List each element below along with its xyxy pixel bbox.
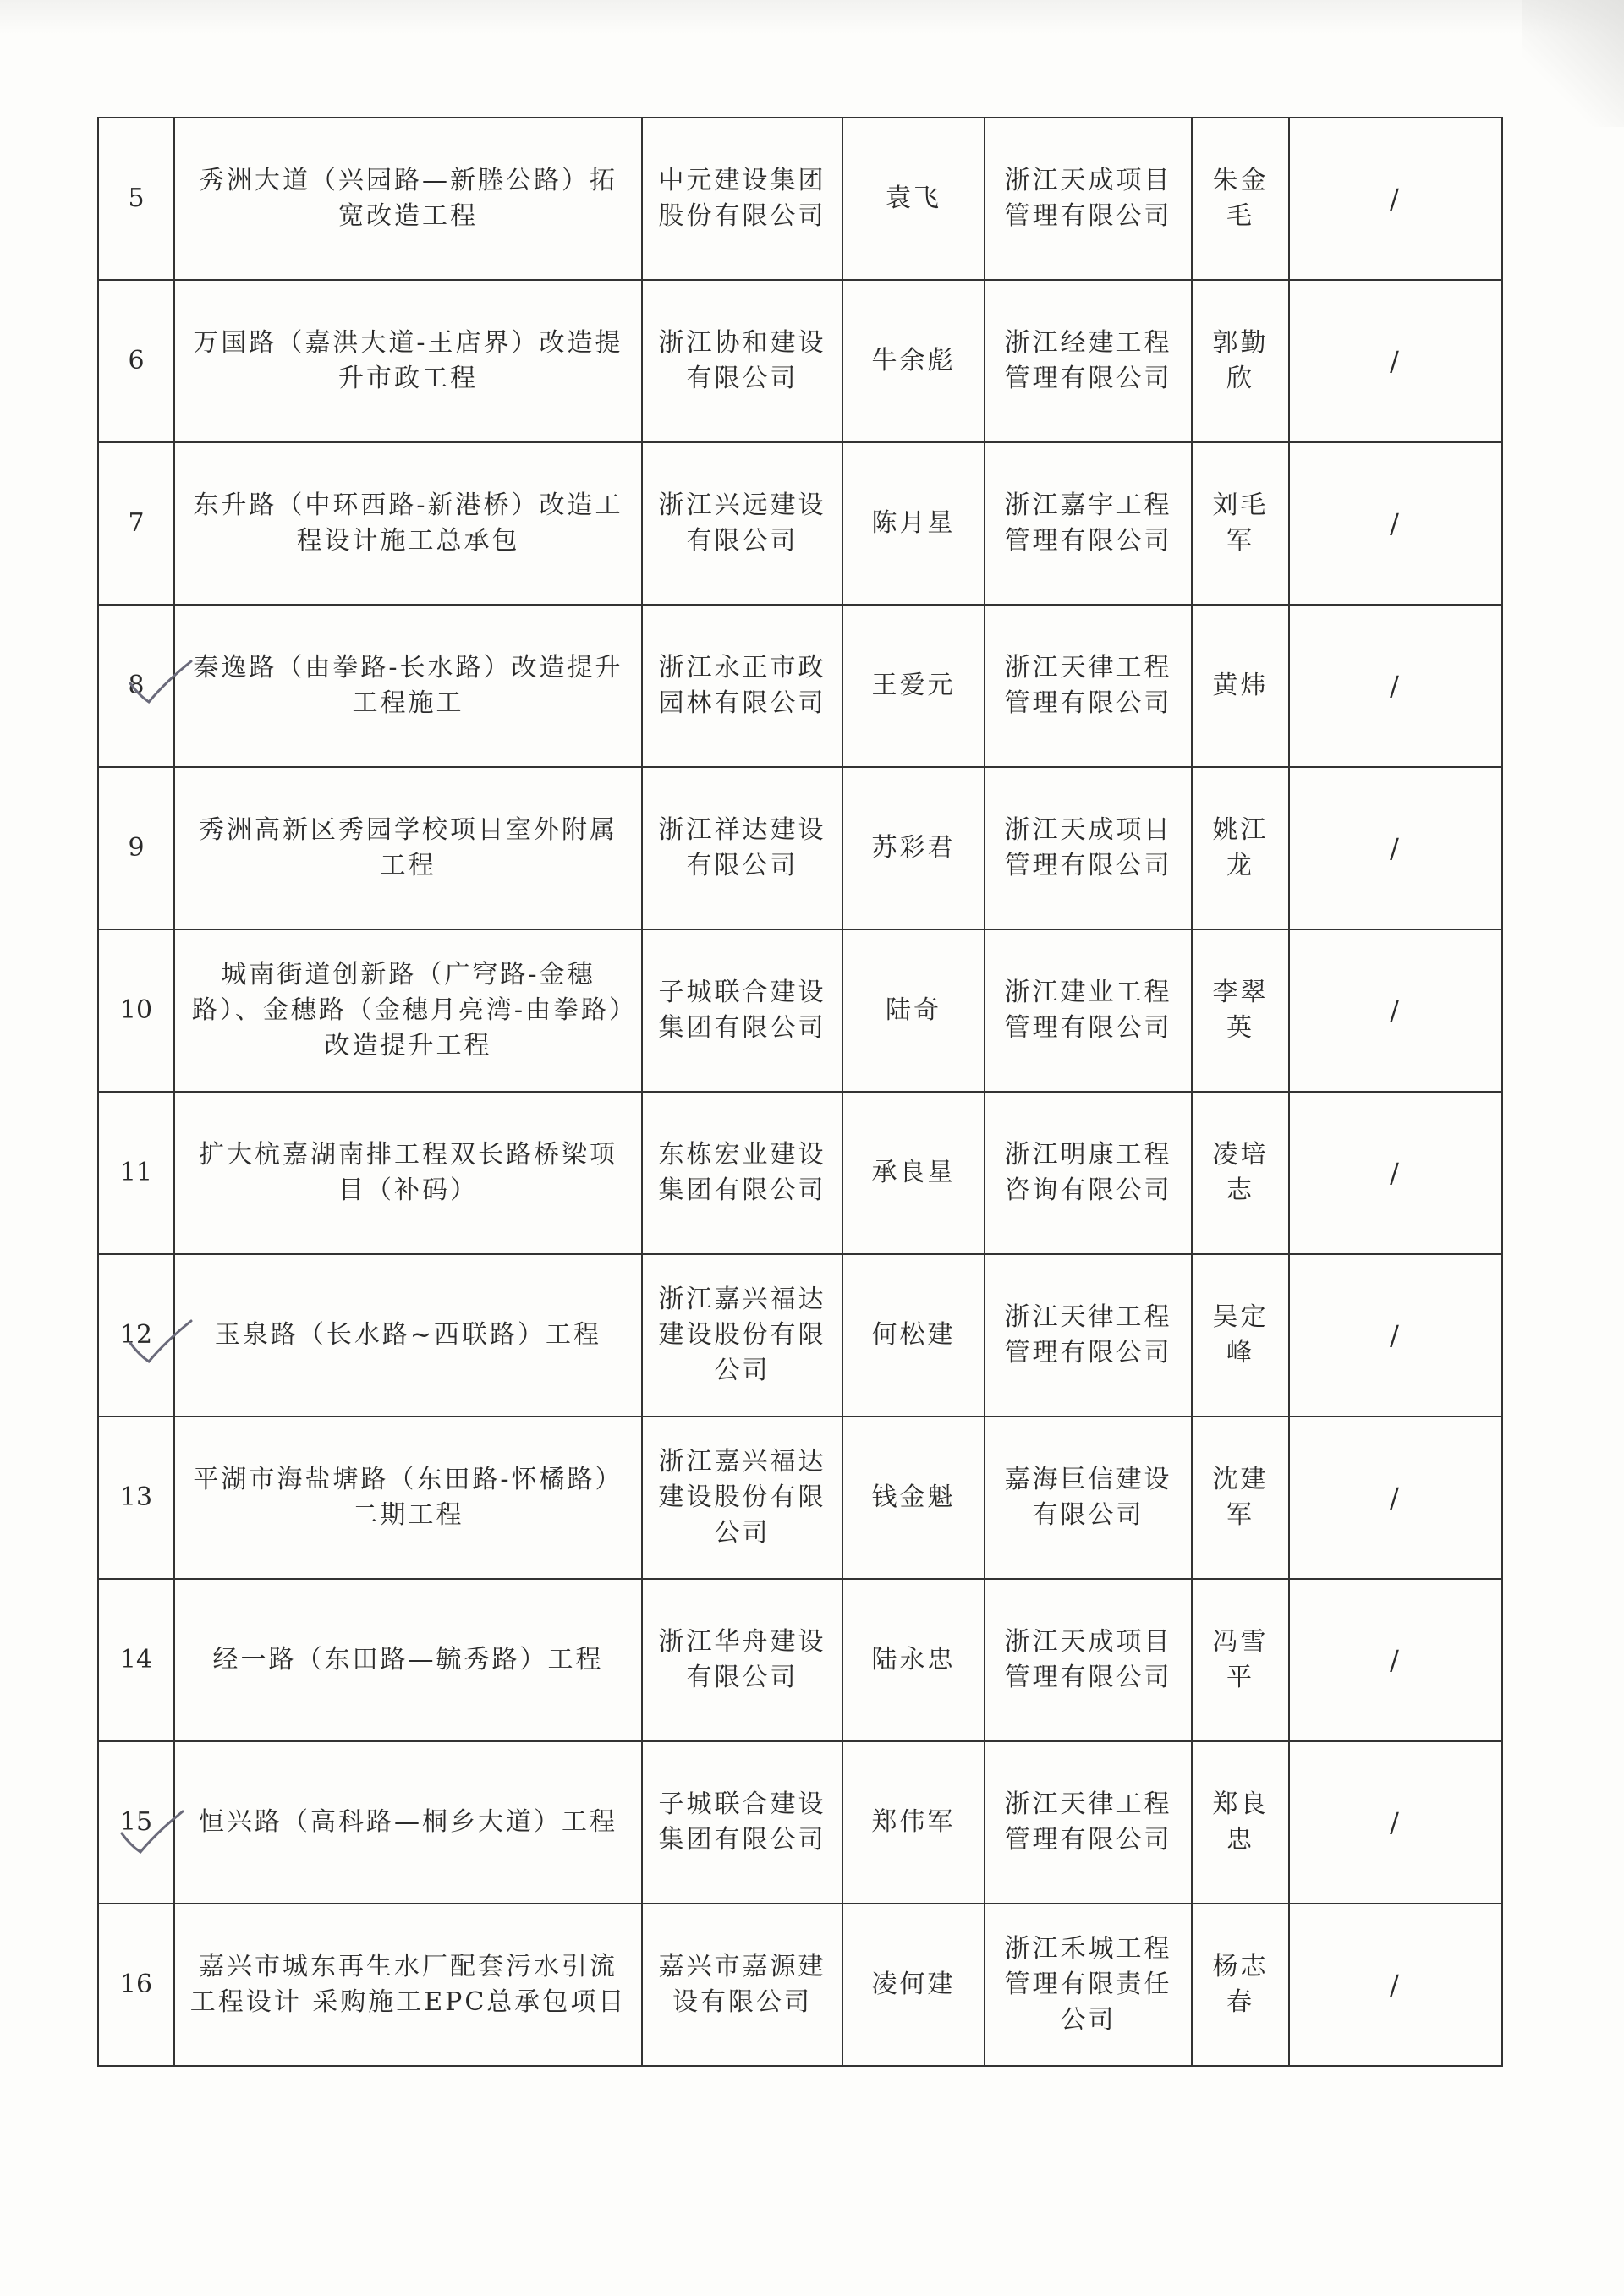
row-number: 10	[98, 929, 174, 1092]
chief-supervisor: 凌培志	[1192, 1092, 1289, 1254]
records-table	[97, 117, 1503, 2067]
project-manager: 陈月星	[842, 442, 985, 605]
supervisor-company: 浙江建业工程管理有限公司	[985, 929, 1192, 1092]
project-name: 经一路（东田路—毓秀路）工程	[174, 1579, 642, 1741]
table-row	[98, 1092, 1502, 1254]
chief-supervisor: 郑良忠	[1192, 1741, 1289, 1904]
contractor: 中元建设集团股份有限公司	[642, 118, 842, 280]
row-number: 9	[98, 767, 174, 929]
project-name: 扩大杭嘉湖南排工程双长路桥梁项目（补码）	[174, 1092, 642, 1254]
contractor: 子城联合建设集团有限公司	[642, 1741, 842, 1904]
project-manager: 苏彩君	[842, 767, 985, 929]
supervisor-company: 浙江天律工程管理有限公司	[985, 1741, 1192, 1904]
project-name: 东升路（中环西路-新港桥）改造工程设计施工总承包	[174, 442, 642, 605]
chief-supervisor: 杨志春	[1192, 1904, 1289, 2066]
remark: /	[1289, 442, 1502, 605]
supervisor-company: 浙江嘉宇工程管理有限公司	[985, 442, 1192, 605]
project-manager: 袁飞	[842, 118, 985, 280]
table-row	[98, 1254, 1502, 1417]
project-manager: 牛余彪	[842, 280, 985, 442]
supervisor-company: 嘉海巨信建设有限公司	[985, 1417, 1192, 1579]
table-row	[98, 929, 1502, 1092]
chief-supervisor: 沈建军	[1192, 1417, 1289, 1579]
chief-supervisor: 吴定峰	[1192, 1254, 1289, 1417]
remark: /	[1289, 929, 1502, 1092]
remark: /	[1289, 1741, 1502, 1904]
table-row	[98, 1741, 1502, 1904]
row-number: 16	[98, 1904, 174, 2066]
project-manager: 钱金魁	[842, 1417, 985, 1579]
project-manager: 何松建	[842, 1254, 985, 1417]
remark: /	[1289, 1417, 1502, 1579]
project-name: 嘉兴市城东再生水厂配套污水引流工程设计 采购施工EPC总承包项目	[174, 1904, 642, 2066]
contractor: 东栋宏业建设集团有限公司	[642, 1092, 842, 1254]
contractor: 浙江嘉兴福达建设股份有限公司	[642, 1254, 842, 1417]
supervisor-company: 浙江禾城工程管理有限责任公司	[985, 1904, 1192, 2066]
remark: /	[1289, 280, 1502, 442]
project-name: 秀洲大道（兴园路—新塍公路）拓宽改造工程	[174, 118, 642, 280]
table-row	[98, 1417, 1502, 1579]
row-number: 13	[98, 1417, 174, 1579]
contractor: 浙江协和建设有限公司	[642, 280, 842, 442]
project-name: 恒兴路（高科路—桐乡大道）工程	[174, 1741, 642, 1904]
table-row	[98, 280, 1502, 442]
project-name: 万国路（嘉洪大道-王店界）改造提升市政工程	[174, 280, 642, 442]
row-number: 14	[98, 1579, 174, 1741]
chief-supervisor: 郭勤欣	[1192, 280, 1289, 442]
row-number: 15	[98, 1741, 174, 1904]
remark: /	[1289, 1904, 1502, 2066]
remark: /	[1289, 118, 1502, 280]
chief-supervisor: 黄炜	[1192, 605, 1289, 767]
remark: /	[1289, 1579, 1502, 1741]
row-number: 6	[98, 280, 174, 442]
contractor: 浙江华舟建设有限公司	[642, 1579, 842, 1741]
project-manager: 陆奇	[842, 929, 985, 1092]
contractor: 子城联合建设集团有限公司	[642, 929, 842, 1092]
row-number: 7	[98, 442, 174, 605]
table-row	[98, 605, 1502, 767]
project-name: 城南街道创新路（广穹路-金穗路）、金穗路（金穗月亮湾-由拳路）改造提升工程	[174, 929, 642, 1092]
row-number: 12	[98, 1254, 174, 1417]
contractor: 浙江永正市政园林有限公司	[642, 605, 842, 767]
supervisor-company: 浙江天成项目管理有限公司	[985, 118, 1192, 280]
project-manager: 凌何建	[842, 1904, 985, 2066]
chief-supervisor: 姚江龙	[1192, 767, 1289, 929]
project-name: 秀洲高新区秀园学校项目室外附属工程	[174, 767, 642, 929]
table-row	[98, 767, 1502, 929]
supervisor-company: 浙江天律工程管理有限公司	[985, 605, 1192, 767]
chief-supervisor: 李翠英	[1192, 929, 1289, 1092]
row-number: 11	[98, 1092, 174, 1254]
contractor: 浙江嘉兴福达建设股份有限公司	[642, 1417, 842, 1579]
contractor: 嘉兴市嘉源建设有限公司	[642, 1904, 842, 2066]
scan-edge-shadow	[0, 0, 1624, 34]
project-manager: 王爱元	[842, 605, 985, 767]
remark: /	[1289, 605, 1502, 767]
contractor: 浙江兴远建设有限公司	[642, 442, 842, 605]
scan-corner-shadow	[1522, 0, 1624, 127]
project-manager: 郑伟军	[842, 1741, 985, 1904]
remark: /	[1289, 1092, 1502, 1254]
chief-supervisor: 朱金毛	[1192, 118, 1289, 280]
table-row	[98, 1904, 1502, 2066]
row-number: 5	[98, 118, 174, 280]
remark: /	[1289, 767, 1502, 929]
chief-supervisor: 刘毛军	[1192, 442, 1289, 605]
remark: /	[1289, 1254, 1502, 1417]
supervisor-company: 浙江天律工程管理有限公司	[985, 1254, 1192, 1417]
table-row	[98, 118, 1502, 280]
project-manager: 承良星	[842, 1092, 985, 1254]
project-name: 玉泉路（长水路~西联路）工程	[174, 1254, 642, 1417]
supervisor-company: 浙江天成项目管理有限公司	[985, 767, 1192, 929]
table-row	[98, 442, 1502, 605]
project-manager: 陆永忠	[842, 1579, 985, 1741]
contractor: 浙江祥达建设有限公司	[642, 767, 842, 929]
table-row	[98, 1579, 1502, 1741]
project-name: 秦逸路（由拳路-长水路）改造提升工程施工	[174, 605, 642, 767]
supervisor-company: 浙江明康工程咨询有限公司	[985, 1092, 1192, 1254]
row-number: 8	[98, 605, 174, 767]
chief-supervisor: 冯雪平	[1192, 1579, 1289, 1741]
supervisor-company: 浙江经建工程管理有限公司	[985, 280, 1192, 442]
supervisor-company: 浙江天成项目管理有限公司	[985, 1579, 1192, 1741]
project-name: 平湖市海盐塘路（东田路-怀橘路）二期工程	[174, 1417, 642, 1579]
